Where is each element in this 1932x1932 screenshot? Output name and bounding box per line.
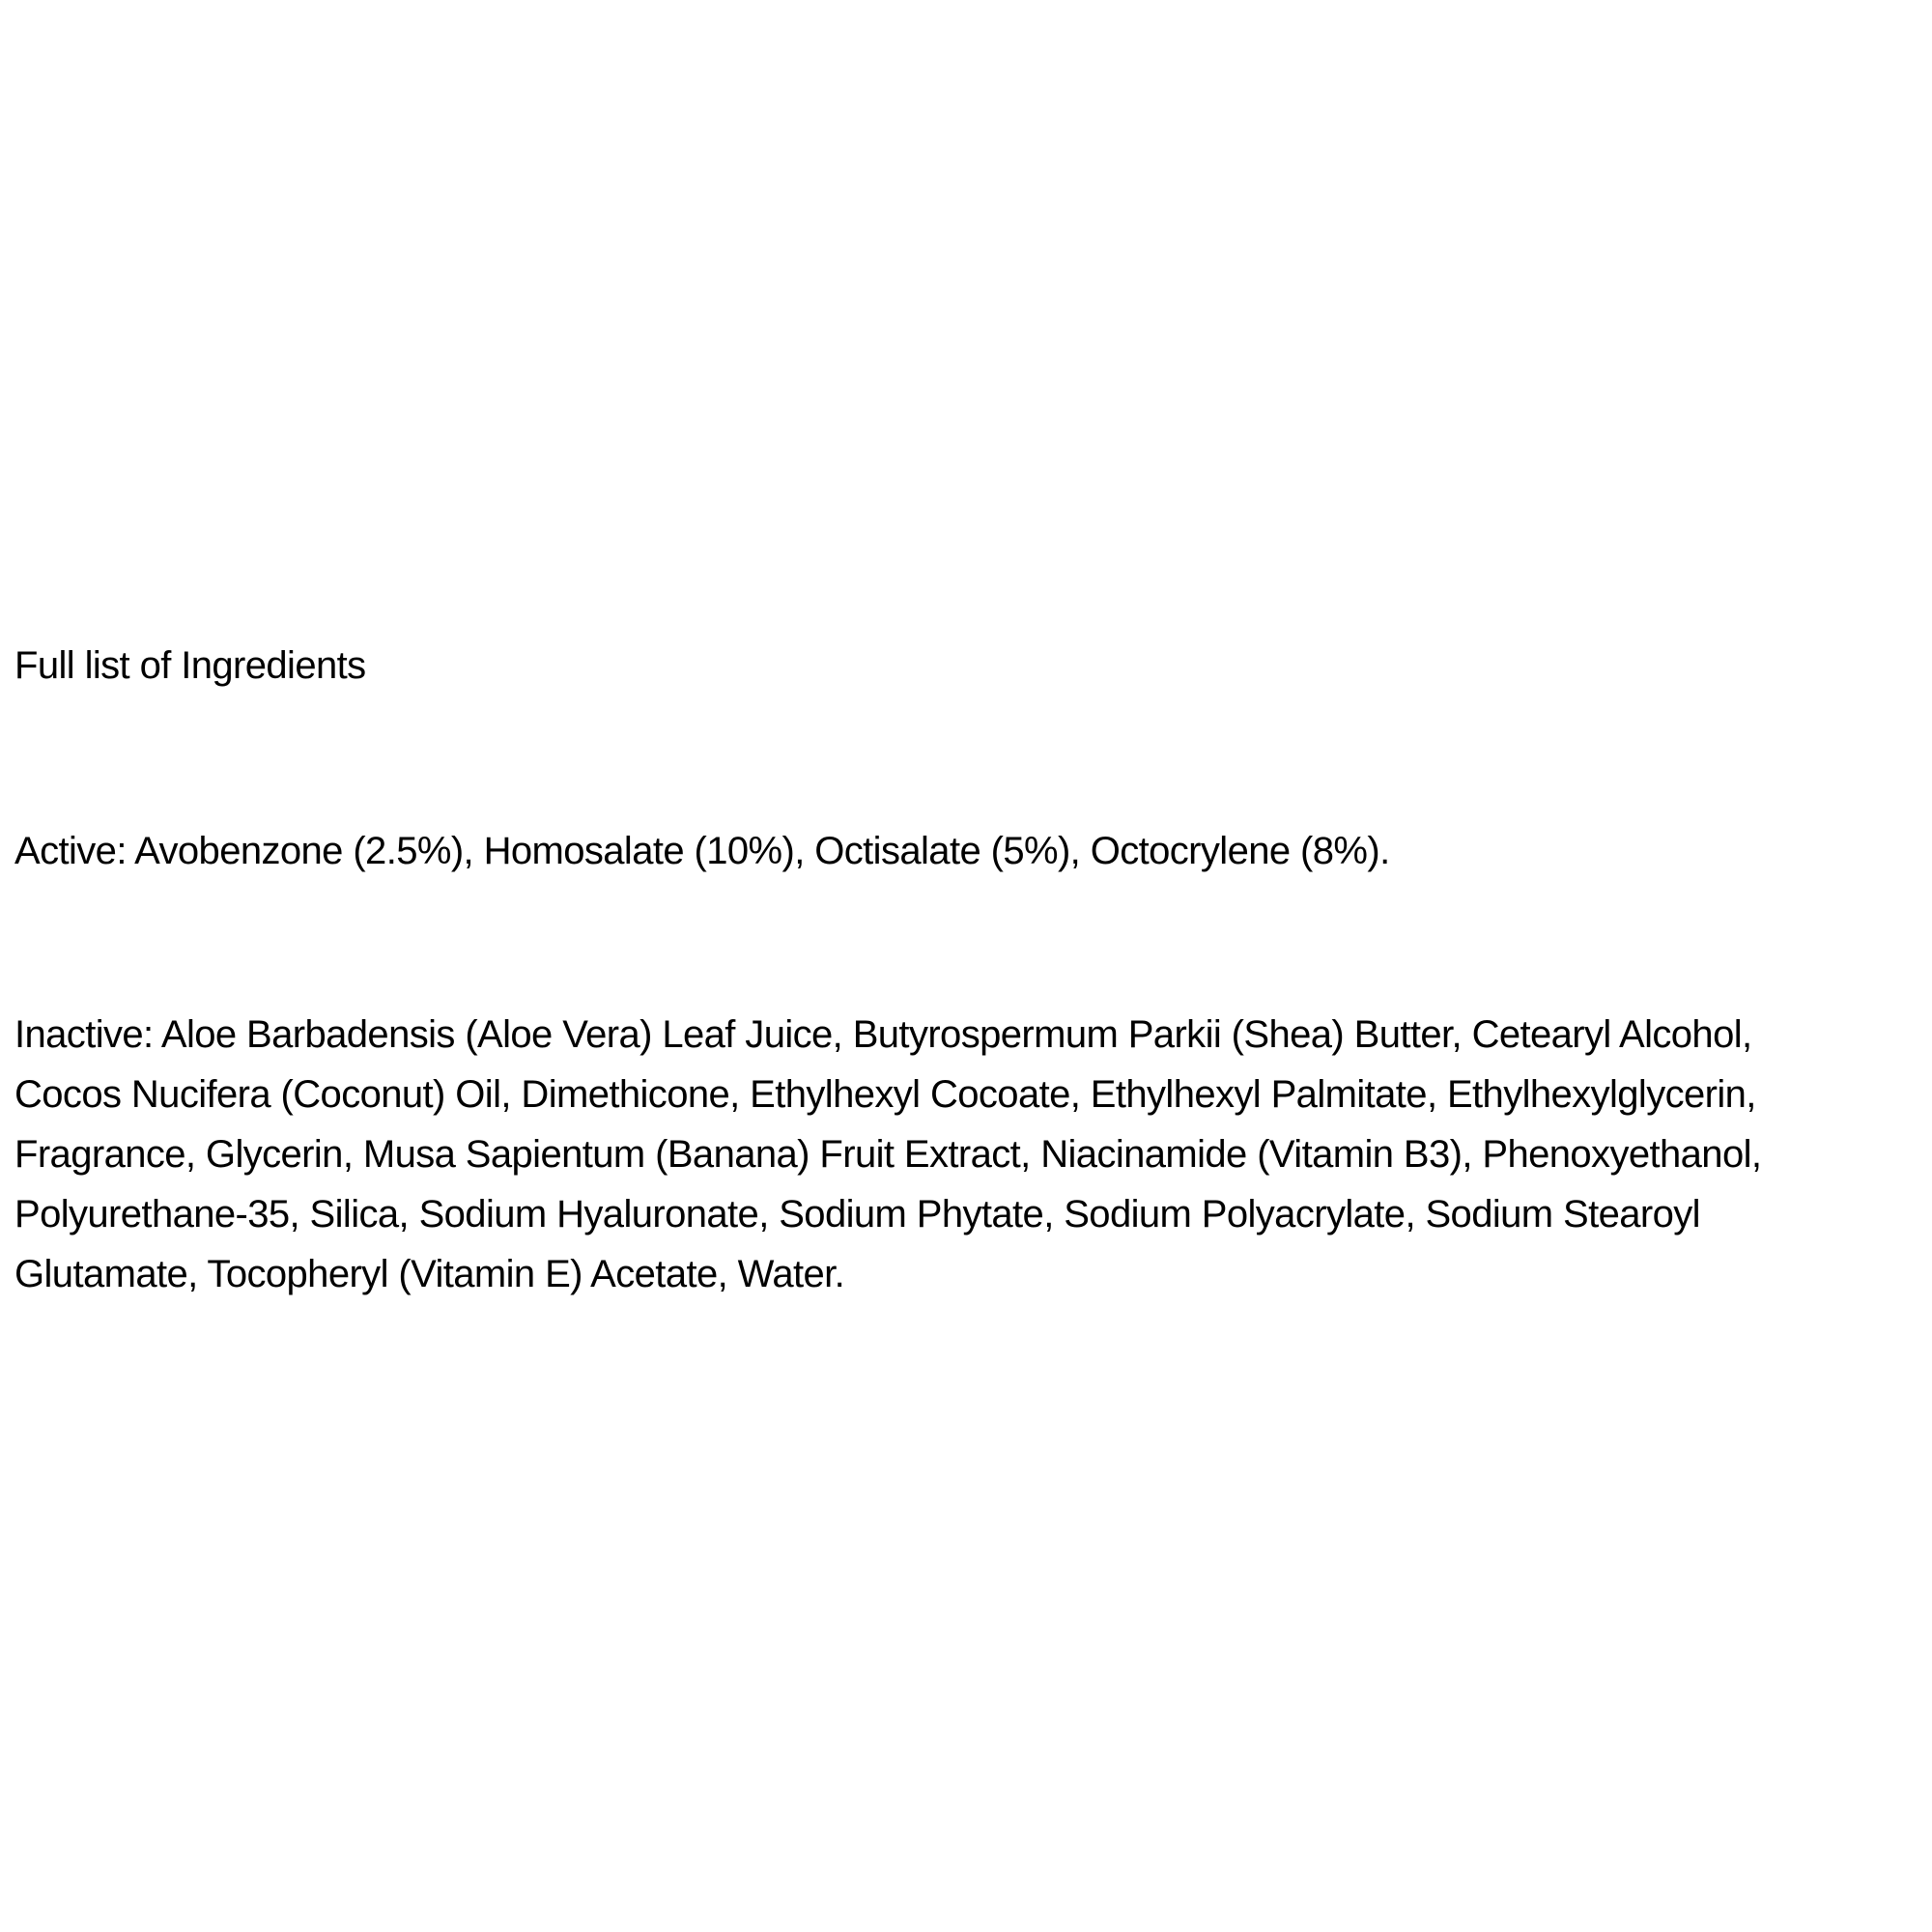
inactive-ingredients-line: Fragrance, Glycerin, Musa Sapientum (Banana) Fruit Extract, Niacinamide (Vitamin B3), Phenoxyethanol, (14, 1133, 1762, 1176)
inactive-ingredients-line: Polyurethane-35, Silica, Sodium Hyaluronate, Sodium Phytate, Sodium Polyacrylate, Sodium Stearoyl (14, 1193, 1700, 1236)
inactive-ingredients-line: Glutamate, Tocopheryl (Vitamin E) Acetate, Water. (14, 1253, 845, 1295)
ingredients-heading: Full list of Ingredients (14, 644, 366, 687)
ingredients-document (14, 636, 1922, 1304)
inactive-ingredients (14, 1005, 1922, 1304)
inactive-ingredients-line: Cocos Nucifera (Coconut) Oil, Dimethicone, Ethylhexyl Cocoate, Ethylhexyl Palmitate, Ethylhexylglycerin, (14, 1073, 1756, 1116)
active-ingredients: Active: Avobenzone (2.5%), Homosalate (10%), Octisalate (5%), Octocrylene (8%). (14, 830, 1390, 872)
inactive-ingredients-line: Inactive: Aloe Barbadensis (Aloe Vera) Leaf Juice, Butyrospermum Parkii (Shea) Butter, Cetearyl Alcohol, (14, 1013, 1752, 1056)
